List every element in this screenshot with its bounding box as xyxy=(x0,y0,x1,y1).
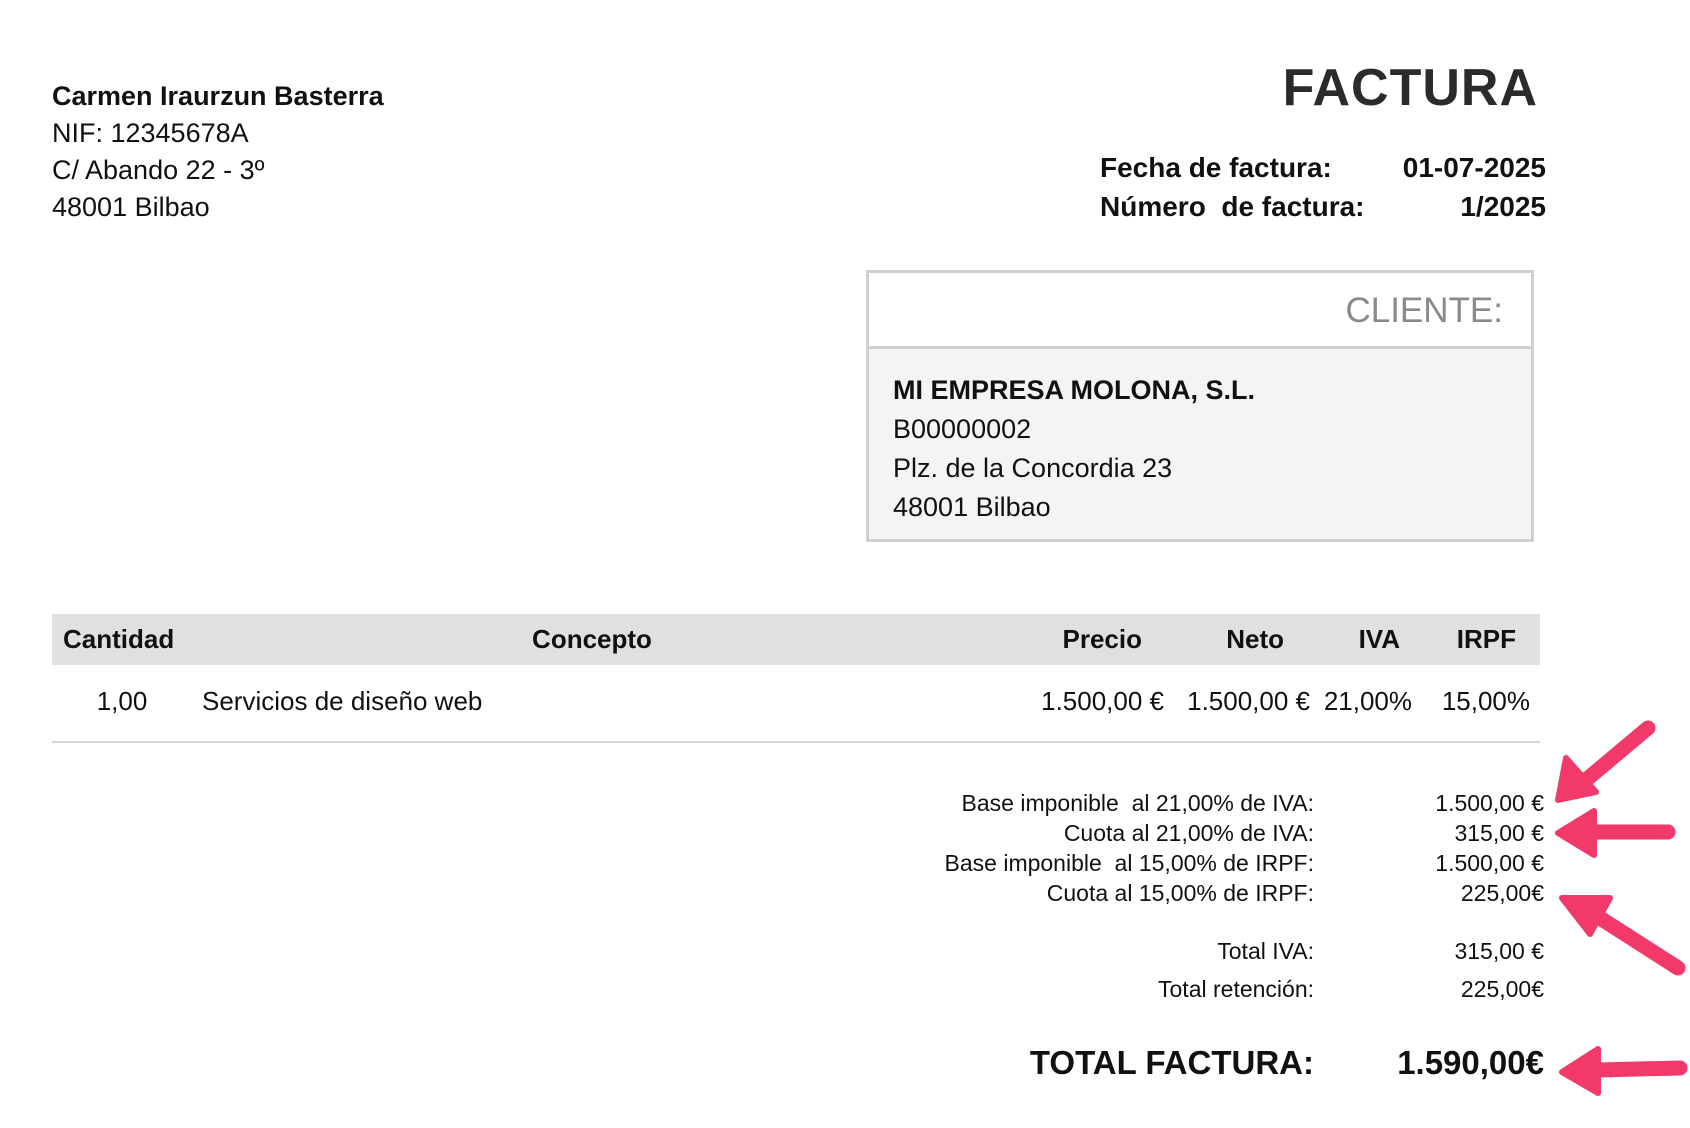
issuer-city: 48001 Bilbao xyxy=(52,192,210,222)
summary-row xyxy=(860,818,1544,848)
arrow-icon xyxy=(1558,728,1648,800)
row-precio: 1.500,00 € xyxy=(1041,686,1164,716)
header-precio: Precio xyxy=(1062,624,1142,654)
row-iva: 21,00% xyxy=(1323,686,1412,716)
items-table xyxy=(52,614,1540,743)
header-irpf: IRPF xyxy=(1456,624,1516,654)
summary-label: Cuota al 21,00% de IVA: xyxy=(1063,820,1314,846)
summary-label: Cuota al 15,00% de IRPF: xyxy=(1046,880,1314,906)
tax-summary xyxy=(860,788,1544,1004)
header-cantidad: Cantidad xyxy=(63,624,175,654)
total-iva-row xyxy=(860,936,1544,966)
summary-row xyxy=(860,848,1544,878)
invoice-title: FACTURA xyxy=(1282,59,1538,117)
summary-value: 1.500,00 € xyxy=(1435,790,1544,816)
client-header: CLIENTE: xyxy=(869,273,1531,349)
total-retention-value: 225,00€ xyxy=(1460,976,1544,1002)
invoice-date-label: Fecha de factura: xyxy=(1100,152,1332,183)
invoice-number-label: Número de factura: xyxy=(1100,191,1365,222)
row-concepto: Servicios de diseño web xyxy=(202,686,483,716)
invoice-number-row xyxy=(1100,187,1546,226)
invoice-date-value: 01-07-2025 xyxy=(1402,152,1546,183)
summary-row xyxy=(860,788,1544,818)
invoice-date-row xyxy=(1100,148,1546,187)
issuer-block xyxy=(52,78,384,226)
header-iva: IVA xyxy=(1358,624,1400,654)
issuer-nif: NIF: 12345678A xyxy=(52,118,249,148)
summary-value: 1.500,00 € xyxy=(1435,850,1544,876)
arrow-icon xyxy=(1558,811,1668,855)
total-invoice-row xyxy=(860,1044,1544,1090)
table-row xyxy=(52,665,1540,743)
total-invoice-value: 1.590,00€ xyxy=(1397,1044,1544,1081)
client-nif: B00000002 xyxy=(893,414,1032,444)
summary-label: Base imponible al 15,00% de IRPF: xyxy=(944,850,1314,876)
total-invoice-label: TOTAL FACTURA: xyxy=(1029,1044,1314,1081)
invoice-number-value: 1/2025 xyxy=(1460,191,1546,222)
client-city: 48001 Bilbao xyxy=(893,492,1051,522)
client-name: MI EMPRESA MOLONA, S.L. xyxy=(893,375,1256,405)
total-iva-value: 315,00 € xyxy=(1454,938,1544,964)
row-irpf: 15,00% xyxy=(1441,686,1530,716)
summary-row xyxy=(860,878,1544,908)
issuer-address: C/ Abando 22 - 3º xyxy=(52,155,265,185)
arrow-icon xyxy=(1562,1049,1680,1093)
total-retention-row xyxy=(860,974,1544,1004)
total-retention-label: Total retención: xyxy=(1158,976,1314,1002)
summary-value: 225,00€ xyxy=(1460,880,1544,906)
summary-label: Base imponible al 21,00% de IVA: xyxy=(961,790,1314,816)
table-header xyxy=(52,614,1540,665)
invoice-meta xyxy=(1100,148,1546,226)
arrow-icon xyxy=(1562,898,1678,968)
total-iva-label: Total IVA: xyxy=(1217,938,1314,964)
client-address: Plz. de la Concordia 23 xyxy=(893,453,1173,483)
header-concepto: Concepto xyxy=(532,624,652,654)
issuer-name: Carmen Iraurzun Basterra xyxy=(52,81,384,111)
client-box xyxy=(866,270,1534,542)
summary-value: 315,00 € xyxy=(1454,820,1544,846)
client-details xyxy=(869,349,1531,527)
row-neto: 1.500,00 € xyxy=(1187,686,1310,716)
row-cantidad: 1,00 xyxy=(96,686,148,716)
header-neto: Neto xyxy=(1226,624,1284,654)
